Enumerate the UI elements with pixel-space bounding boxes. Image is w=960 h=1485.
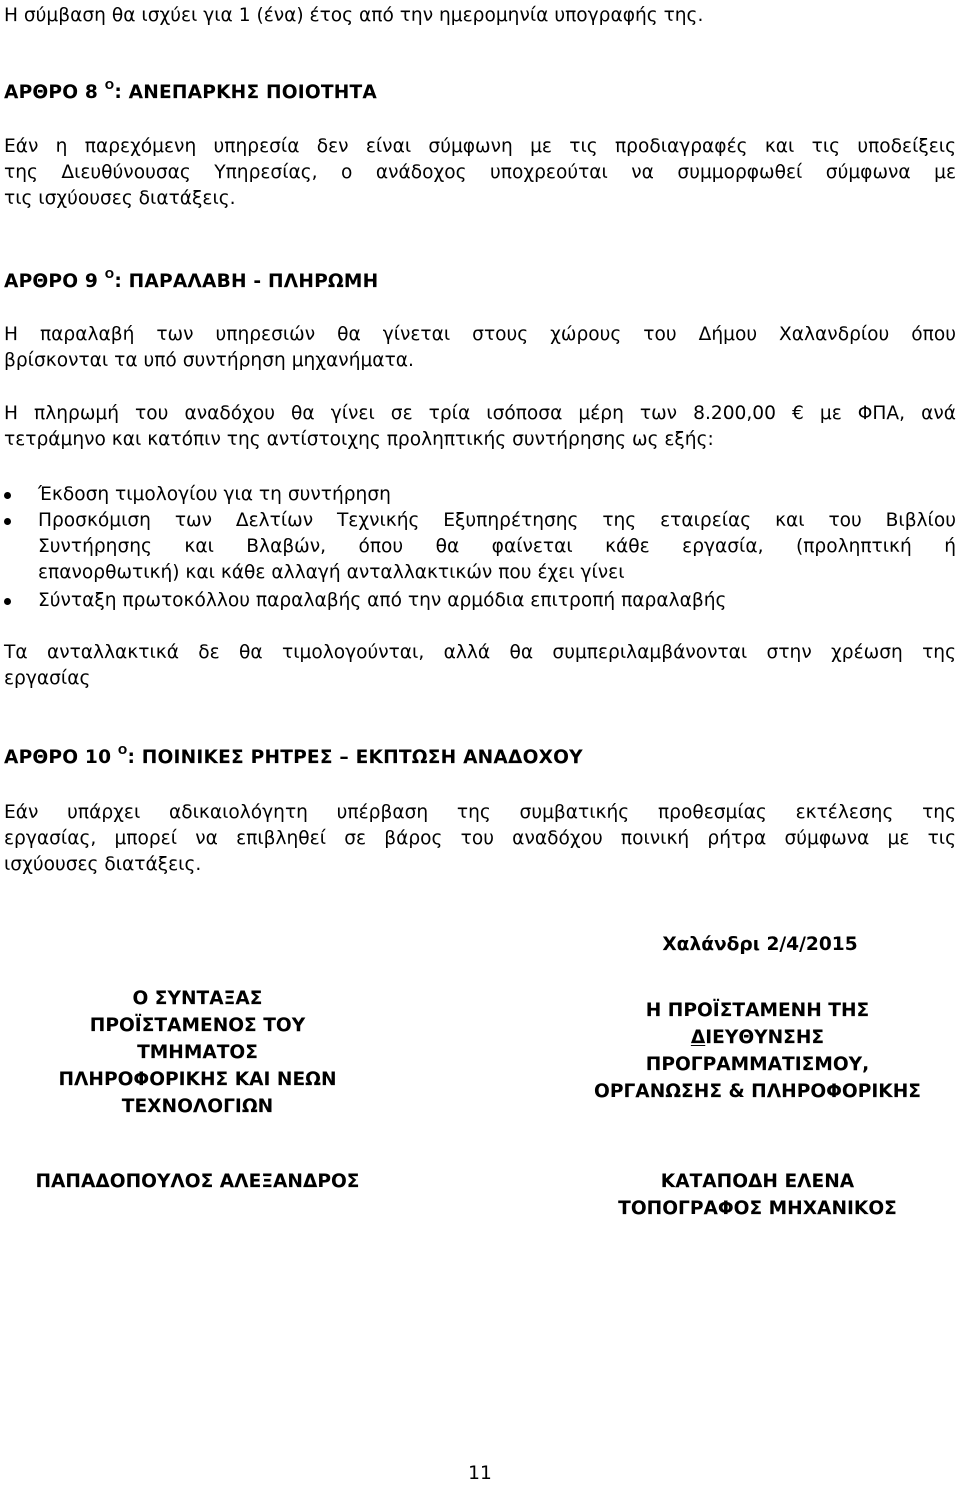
article-8-heading-suffix: : ΑΝΕΠΑΡΚΗΣ ΠΟΙΟΤΗΤΑ (114, 82, 378, 103)
article-9-heading-prefix: ΑΡΘΡΟ 9 (4, 271, 99, 292)
role-line: Η ΠΡΟΪΣΤΑΜΕΝΗ ΤΗΣ (645, 1000, 870, 1021)
article-10-line: ισχύουσες διατάξεις. (4, 854, 202, 875)
bullet-text: Συντήρησης και Βλαβών, όπου θα φαίνεται κάθε εργασία, (προληπτική ή (38, 536, 956, 557)
article-8-heading-prefix: ΑΡΘΡΟ 8 (4, 82, 99, 103)
article-9-heading-suffix: : ΠΑΡΑΛΑΒΗ - ΠΛΗΡΩΜΗ (114, 271, 379, 292)
article-8-line: Εάν η παρεχόμενη υπηρεσία δεν είναι σύμφωνη με τις προδιαγραφές και τις υποδείξεις (4, 136, 956, 157)
name-line: ΚΑΤΑΠΟΔΗ ΕΛΕΝΑ (660, 1171, 855, 1192)
bullet-text: επανορθωτική) και κάθε αλλαγή ανταλλακτικών που έχει γίνει (38, 562, 625, 583)
left-signatory-role (0, 985, 395, 1120)
spare-parts-line: εργασίας (4, 668, 91, 689)
article-10-heading-suffix: : ΠΟΙΝΙΚΕΣ ΡΗΤΡΕΣ – ΕΚΠΤΩΣΗ ΑΝΑΔΟΧΟΥ (127, 747, 583, 768)
contract-duration-text: Η σύμβαση θα ισχύει για 1 (ένα) έτος από την ημερομηνία υπογραφής της. (4, 5, 704, 26)
role-line: ΟΡΓΑΝΩΣΗΣ & ΠΛΗΡΟΦΟΡΙΚΗΣ (594, 1081, 921, 1102)
bullet-dot-icon (4, 518, 11, 525)
role-line: ΠΡΟΓΡΑΜΜΑΤΙΣΜΟΥ, (645, 1054, 870, 1075)
bullet-text: Σύνταξη πρωτοκόλλου παραλαβής από την αρμόδια επιτροπή παραλαβής (38, 590, 727, 611)
left-signatory-name (0, 1168, 395, 1195)
role-line: ΤΜΗΜΑΤΟΣ (137, 1042, 258, 1063)
article-8-line: της Διευθύνουσας Υπηρεσίας, ο ανάδοχος υποχρεούται να συμμορφωθεί σύμφωνα με (4, 162, 956, 183)
article-10-line: Εάν υπάρχει αδικαιολόγητη υπέρβαση της συμβατικής προθεσμίας εκτέλεσης της (4, 802, 956, 823)
bullet-text: Προσκόμιση των Δελτίων Τεχνικής Εξυπηρέτησης της εταιρείας και του Βιβλίου (38, 510, 956, 531)
article-10-heading-prefix: ΑΡΘΡΟ 10 (4, 747, 112, 768)
article-9-para1-line: Η παραλαβή των υπηρεσιών θα γίνεται στους χώρους του Δήμου Χαλανδρίου όπου (4, 324, 956, 345)
role-line-underlined-part: Δ (690, 1027, 706, 1048)
right-signatory-role (555, 997, 960, 1105)
article-10-heading-sup: Ο (117, 744, 128, 757)
article-9-para1-line: βρίσκονται τα υπό συντήρηση μηχανήματα. (4, 350, 414, 371)
bullet-text: Έκδοση τιμολογίου για τη συντήρηση (38, 484, 391, 505)
article-10-heading (4, 745, 583, 771)
role-line: ΠΡΟΪΣΤΑΜΕΝΟΣ ΤΟΥ (89, 1015, 306, 1036)
bullet-dot-icon (4, 598, 11, 605)
role-line (555, 1024, 960, 1051)
role-line-rest: ΙΕΥΘΥΝΣΗΣ (705, 1027, 825, 1048)
article-8-heading-sup: Ο (104, 79, 115, 92)
role-line: ΠΛΗΡΟΦΟΡΙΚΗΣ ΚΑΙ ΝΕΩΝ (58, 1069, 337, 1090)
role-line: Ο ΣΥΝΤΑΞΑΣ (132, 988, 263, 1009)
article-8-line: τις ισχύουσες διατάξεις. (4, 188, 236, 209)
name-line: ΠΑΠΑΔΟΠΟΥΛΟΣ ΑΛΕΞΑΝΔΡΟΣ (35, 1171, 360, 1192)
right-signatory-name (555, 1168, 960, 1222)
role-line: ΤΕΧΝΟΛΟΓΙΩΝ (121, 1096, 274, 1117)
article-9-heading (4, 269, 378, 295)
page-number: 11 (468, 1463, 492, 1484)
article-9-heading-sup: Ο (104, 268, 115, 281)
spare-parts-line: Τα ανταλλακτικά δε θα τιμολογούνται, αλλά θα συμπεριλαμβάνονται στην χρέωση της (4, 642, 956, 663)
article-8-heading (4, 80, 377, 106)
article-9-payment-line: τετράμηνο και κατόπιν της αντίστοιχης προληπτικής συντήρησης ως εξής: (4, 429, 714, 450)
name-line: ΤΟΠΟΓΡΑΦΟΣ ΜΗΧΑΝΙΚΟΣ (618, 1198, 897, 1219)
article-10-line: εργασίας, μπορεί να επιβληθεί σε βάρος του αναδόχου ποινική ρήτρα σύμφωνα με τις (4, 828, 956, 849)
bullet-dot-icon (4, 492, 11, 499)
article-9-payment-line: Η πληρωμή του αναδόχου θα γίνει σε τρία ισόποσα μέρη των 8.200,00 € με ΦΠΑ, ανά (4, 403, 956, 424)
signing-date: Χαλάνδρι 2/4/2015 (662, 934, 858, 955)
